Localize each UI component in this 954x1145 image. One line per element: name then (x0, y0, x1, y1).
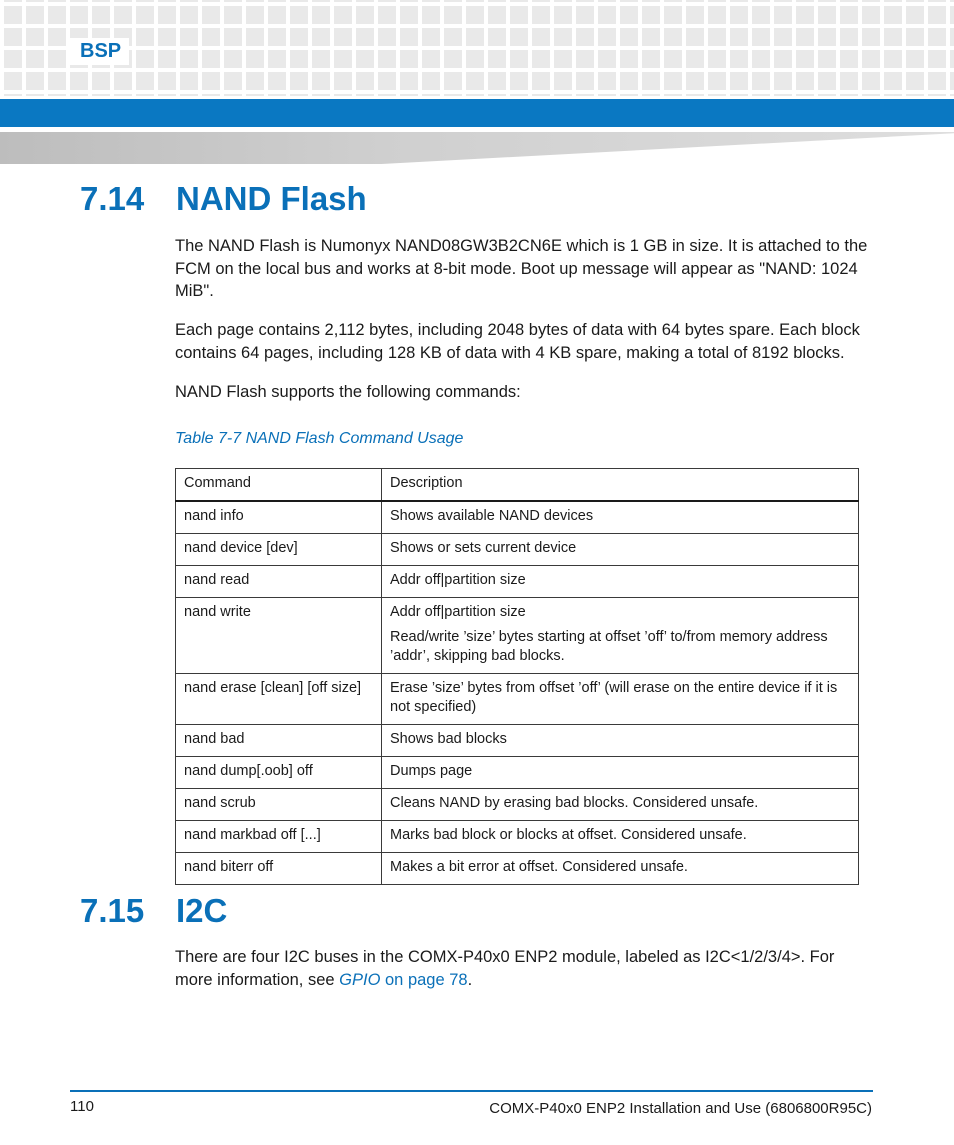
gpio-cross-reference-link[interactable] (339, 971, 467, 989)
header-grey-wedge (0, 132, 954, 164)
description-text: Addr off|partition size (390, 572, 526, 588)
column-header-description: Description (382, 469, 859, 502)
section-title: I2C (176, 892, 228, 929)
description-cell (382, 534, 859, 566)
table-caption: Table 7-7 NAND Flash Command Usage (175, 430, 464, 447)
description-text: Dumps page (390, 763, 473, 779)
section-number: 7.15 (80, 892, 145, 929)
description-cell (382, 757, 859, 789)
section-number: 7.14 (80, 180, 145, 217)
nand-command-table (175, 468, 859, 885)
table-row (176, 725, 859, 757)
footer-page-number: 110 (70, 1098, 94, 1115)
command-cell: nand device [dev] (176, 534, 382, 566)
description-text: Shows or sets current device (390, 540, 577, 556)
command-cell: nand bad (176, 725, 382, 757)
footer-rule (70, 1090, 873, 1092)
command-cell: nand scrub (176, 789, 382, 821)
description-text: Addr off|partition size (390, 604, 526, 620)
i2c-text-end: . (467, 970, 473, 989)
description-cell (382, 821, 859, 853)
header-pattern (0, 0, 954, 96)
description-text: Shows bad blocks (390, 731, 507, 747)
command-cell: nand read (176, 566, 382, 598)
paragraph-i2c (175, 946, 875, 991)
description-text: Marks bad block or blocks at offset. Considered unsafe. (390, 827, 747, 843)
command-cell: nand erase [clean] [off size] (176, 674, 382, 725)
table-row (176, 789, 859, 821)
table-row (176, 534, 859, 566)
paragraph-nand-intro: The NAND Flash is Numonyx NAND08GW3B2CN6E which is 1 GB in size. It is attached to the FCM on the local bus and works at 8-bit mode. Boot up message will appear as "NAND: 1024 MiB". (175, 237, 868, 300)
table-row (176, 674, 859, 725)
description-cell (382, 674, 859, 725)
command-cell: nand info (176, 501, 382, 534)
description-cell (382, 598, 859, 674)
table-row (176, 501, 859, 534)
table-row (176, 598, 859, 674)
section-title: NAND Flash (176, 180, 367, 217)
column-header-command: Command (176, 469, 382, 502)
description-text: Makes a bit error at offset. Considered unsafe. (390, 859, 688, 875)
table-row (176, 566, 859, 598)
description-text: Erase ’size’ bytes from offset ’off’ (will erase on the entire device if it is not specified) (390, 680, 838, 715)
description-cell (382, 725, 859, 757)
table-row (176, 821, 859, 853)
description-cell (382, 853, 859, 885)
link-target-text: GPIO (339, 970, 381, 989)
table-header-row (176, 469, 859, 502)
i2c-text: There are four I2C buses in the COMX-P40x0 ENP2 module, labeled as I2C<1/2/3/4>. For more information, see (175, 948, 835, 989)
description-cell (382, 501, 859, 534)
description-text: Read/write ’size’ bytes starting at offset ’off’ to/from memory address ’addr’, skipping bad blocks. (390, 629, 828, 664)
header-blue-bar (0, 99, 954, 127)
description-text: Cleans NAND by erasing bad blocks. Considered unsafe. (390, 795, 759, 811)
header-section-label: BSP (70, 38, 129, 65)
table-row (176, 853, 859, 885)
description-cell (382, 566, 859, 598)
description-cell (382, 789, 859, 821)
table-row (176, 757, 859, 789)
paragraph-nand-pages: Each page contains 2,112 bytes, including 2048 bytes of data with 64 bytes spare. Each block contains 64 pages, including 128 KB of data with 4 KB spare, making a total of 8192 blocks. (175, 321, 860, 362)
command-cell: nand markbad off [...] (176, 821, 382, 853)
command-cell: nand dump[.oob] off (176, 757, 382, 789)
command-cell: nand write (176, 598, 382, 674)
description-text: Shows available NAND devices (390, 508, 594, 524)
footer-document-title: COMX-P40x0 ENP2 Installation and Use (6806800R95C) (489, 1100, 872, 1117)
table-body (176, 501, 859, 885)
link-page-text: on page 78 (380, 970, 468, 989)
paragraph-nand-commands: NAND Flash supports the following commands: (175, 383, 521, 401)
command-cell: nand biterr off (176, 853, 382, 885)
